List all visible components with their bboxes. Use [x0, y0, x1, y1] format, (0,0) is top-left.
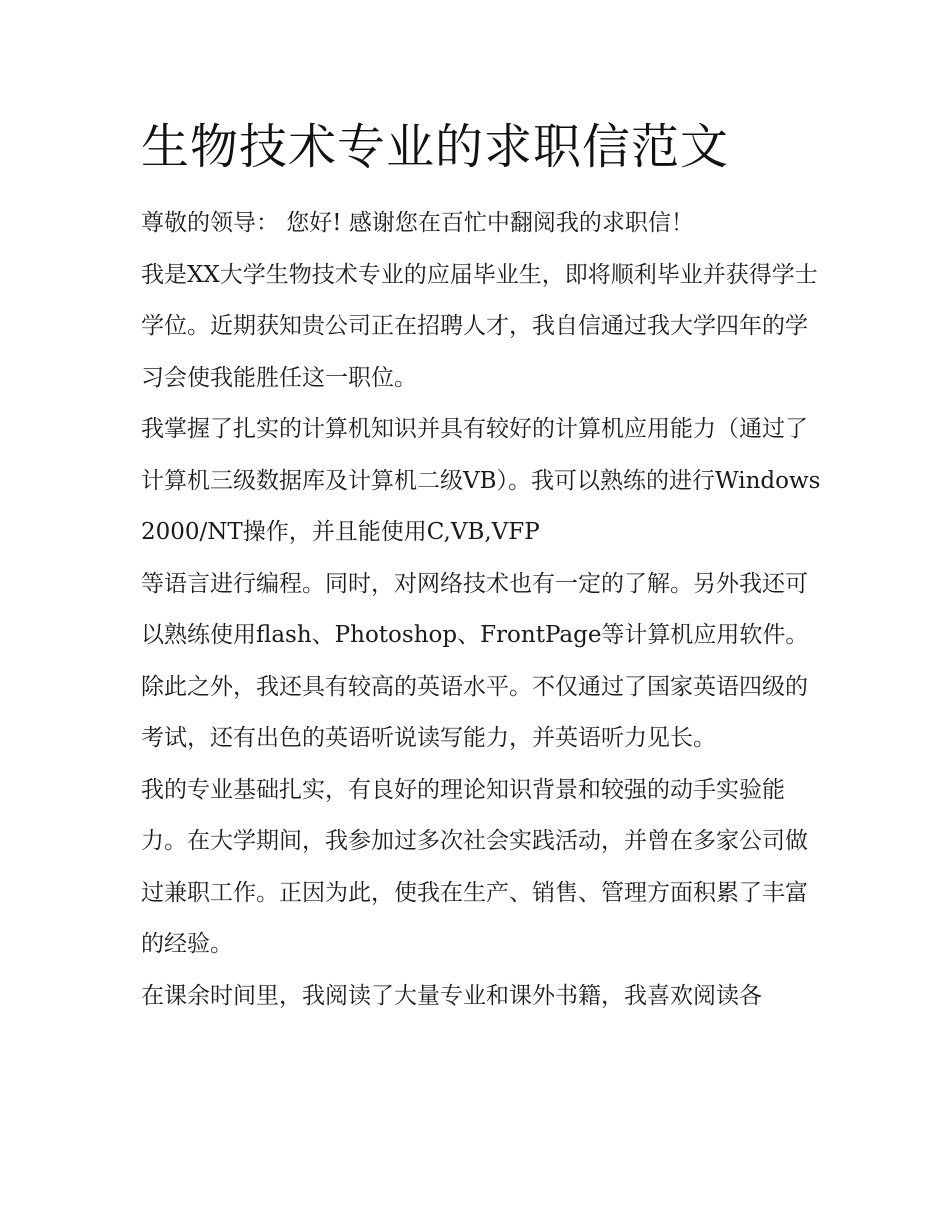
english-skills-paragraph: 除此之外，我还具有较高的英语水平。不仅通过了国家英语四级的考试，还有出色的英语听说读写能力，并英语听力见长。 — [141, 673, 808, 751]
programming-paragraph: 等语言进行编程。同时，对网络技术也有一定的了解。另外我还可以熟练使用flash、Photoshop、FrontPage等计算机应用软件。 — [141, 570, 809, 648]
document-content — [141, 112, 821, 1022]
operating-system-paragraph: 2000/NT操作，并且能使用C,VB,VFP — [141, 519, 540, 545]
computer-skills-paragraph: 我掌握了扎实的计算机知识并具有较好的计算机应用能力（通过了计算机三级数据库及计算机二级VB）。我可以熟练的进行Windows — [141, 416, 821, 494]
reading-paragraph: 在课余时间里，我阅读了大量专业和课外书籍，我喜欢阅读各 — [141, 982, 762, 1009]
salutation-paragraph: 尊敬的领导： 您好! 感谢您在百忙中翻阅我的求职信！ — [141, 210, 694, 236]
document-body — [141, 198, 821, 1022]
experience-paragraph: 我的专业基础扎实，有良好的理论知识背景和较强的动手实验能力。在大学期间，我参加过多次社会实践活动，并曾在多家公司做过兼职工作。正因为此，使我在生产、销售、管理方面积累了丰富的经验。 — [141, 776, 808, 957]
document-title: 生物技术专业的求职信范文 — [141, 119, 730, 175]
introduction-paragraph: 我是XX大学生物技术专业的应届毕业生，即将顺利毕业并获得学士学位。近期获知贵公司正在招聘人才，我自信通过我大学四年的学习会使我能胜任这一职位。 — [141, 261, 818, 391]
